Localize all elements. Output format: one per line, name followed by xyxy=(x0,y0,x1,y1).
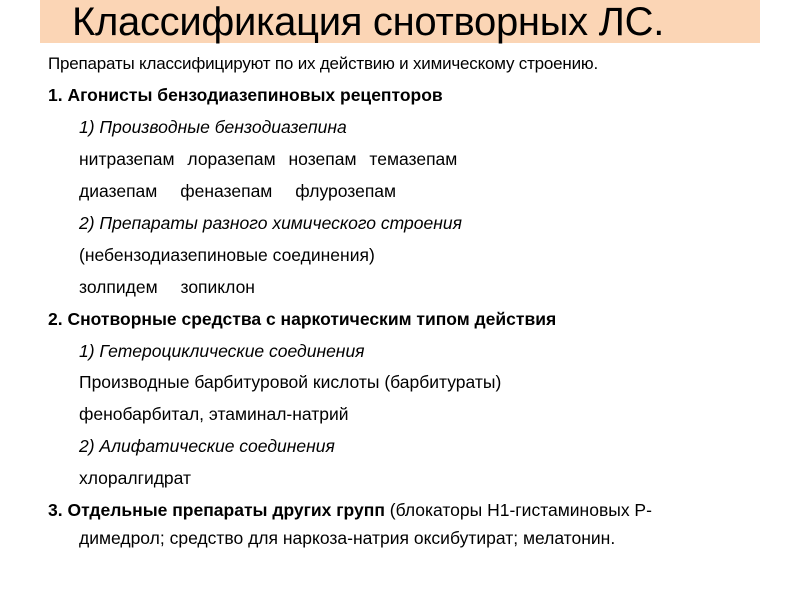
drug-item: диазепам xyxy=(79,181,158,201)
section-1-heading: 1. Агонисты бензодиазепиновых рецепторов xyxy=(48,85,443,105)
slide-title: Классификация снотворных ЛС. xyxy=(72,0,665,44)
section-2-sub-1-title: 1) Гетероциклические соединения xyxy=(79,341,365,361)
intro-text: Препараты классифицируют по их действию и химическому строению. xyxy=(48,54,598,73)
section-1-sub-1-drugs-row-2 xyxy=(79,175,396,207)
drug-item: феназепам xyxy=(180,181,273,201)
drug-item: лоразепам xyxy=(187,149,276,169)
section-1-sub-1-title: 1) Производные бензодиазепина xyxy=(79,117,347,137)
section-1-sub-2-title: 2) Препараты разного химического строения xyxy=(79,213,462,233)
drug-item: нитразепам xyxy=(79,149,175,169)
section-1-sub-1-drugs-row-1 xyxy=(79,143,457,175)
section-2-sub-2-drugs: хлоралгидрат xyxy=(79,468,192,488)
section-1-sub-2-note: (небензодиазепиновые соединения) xyxy=(79,245,375,265)
drug-item: зопиклон xyxy=(180,277,255,297)
section-3-detail-start: (блокаторы Н1-гистаминовых Р- xyxy=(384,500,652,520)
section-2-heading: 2. Снотворные средства с наркотическим типом действия xyxy=(48,309,557,329)
section-2-sub-1-desc: Производные барбитуровой кислоты (барбитураты) xyxy=(79,372,502,392)
section-2-sub-2-title: 2) Алифатические соединения xyxy=(79,436,335,456)
section-1-sub-2-drugs xyxy=(79,271,255,303)
section-2-sub-1-drugs: фенобарбитал, этаминал-натрий xyxy=(79,404,349,424)
drug-item: флурозепам xyxy=(295,181,397,201)
drug-item: нозепам xyxy=(288,149,357,169)
section-3-line-2: димедрол; средство для наркоза-натрия оксибутират; мелатонин. xyxy=(79,528,616,548)
section-3-heading: 3. Отдельные препараты других групп xyxy=(48,500,385,520)
drug-item: темазепам xyxy=(369,149,458,169)
drug-item: золпидем xyxy=(79,277,158,297)
